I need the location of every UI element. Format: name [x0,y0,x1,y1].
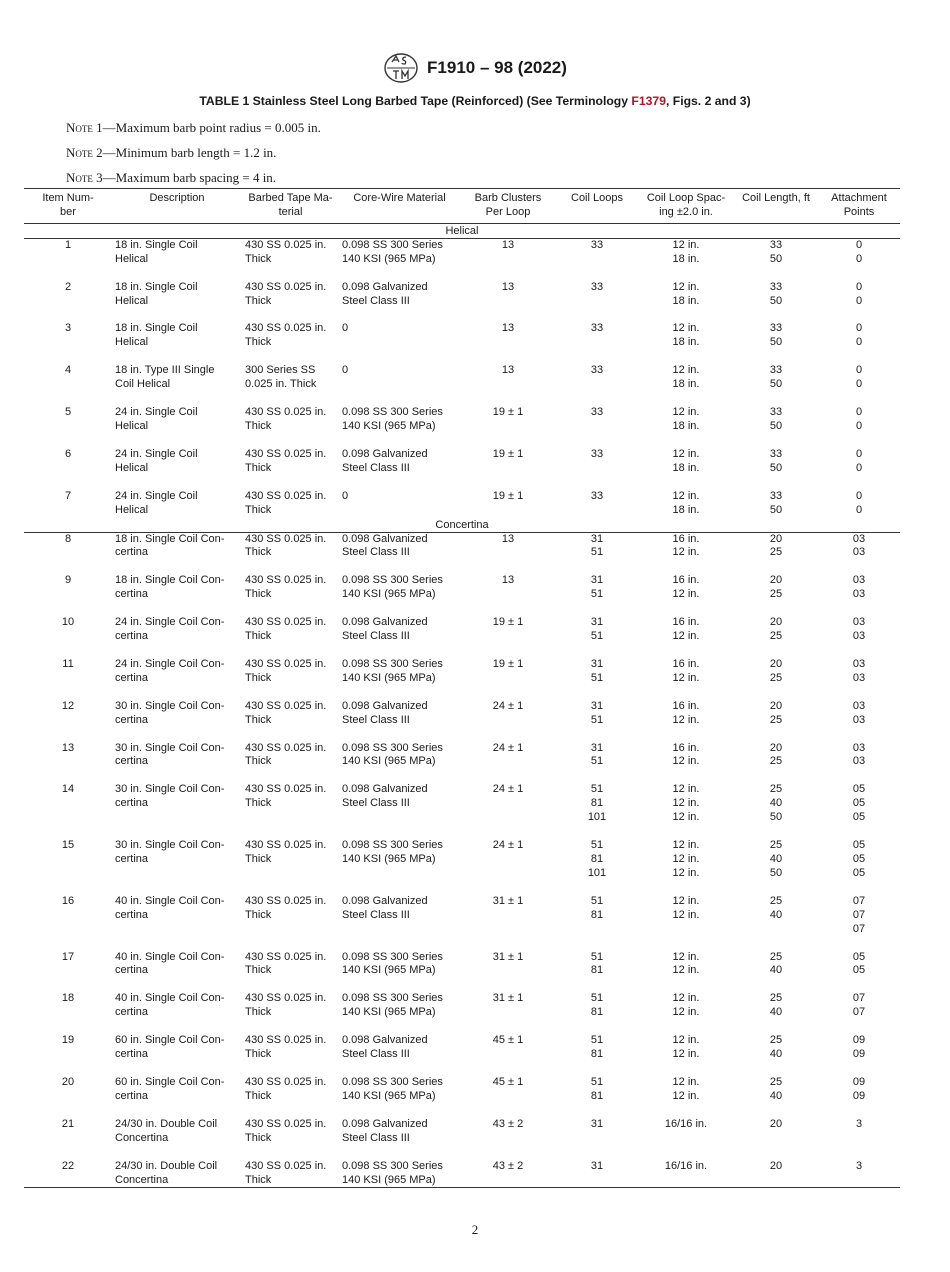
table-title-suffix: , Figs. 2 and 3) [665,94,751,108]
cell-item-number: 2 [64,280,72,293]
cell-coil-loops: 31 51 [590,741,604,768]
cell-coil-loops: 33 [590,489,604,502]
cell-coil-length: 33 50 [769,447,783,474]
col-header-coil-length: Coil Length, ft [742,192,810,204]
cell-coil-loops: 31 51 [590,657,604,684]
cell-item-number: 5 [64,406,72,419]
cell-barb-clusters: 43 ± 2 [492,1159,524,1172]
cell-item-number: 14 [61,783,75,796]
cell-core-material: 0.098 SS 300 Series 140 KSI (965 MPa) [342,741,443,768]
cell-coil-spacing: 12 in. 18 in. [672,364,700,391]
table-row [24,783,900,839]
cell-coil-spacing: 12 in. 18 in. [672,489,700,516]
cell-coil-loops: 51 81 [590,1034,604,1061]
cell-attachment-points: 03 03 [852,699,866,726]
cell-tape-material: 430 SS 0.025 in. Thick [245,532,327,559]
cell-description: 30 in. Single Coil Con- certina [115,741,225,768]
terminology-reference-link[interactable]: F1379 [631,94,666,108]
cell-coil-length: 25 40 50 [769,783,783,824]
cell-attachment-points: 09 09 [852,1034,866,1061]
cell-description: 18 in. Single Coil Helical [115,280,198,307]
cell-coil-spacing: 12 in. 18 in. [672,322,700,349]
cell-description: 60 in. Single Coil Con- certina [115,1034,225,1061]
cell-barb-clusters: 31 ± 1 [492,992,524,1005]
table-row [24,1034,900,1076]
table-row [24,951,900,993]
cell-core-material: 0.098 Galvanized Steel Class III [342,532,428,559]
cell-description: 24 in. Single Coil Con- certina [115,616,225,643]
cell-attachment-points: 0 0 [855,447,863,474]
cell-item-number: 19 [61,1034,75,1047]
cell-description: 30 in. Single Coil Con- certina [115,699,225,726]
cell-coil-spacing: 12 in. 12 in. [672,1075,700,1102]
note-1: Note 1—Maximum barb point radius = 0.005 in. [66,120,321,135]
cell-coil-loops: 31 51 [590,574,604,601]
cell-attachment-points: 0 0 [855,364,863,391]
cell-tape-material: 430 SS 0.025 in. Thick [245,894,327,921]
cell-description: 30 in. Single Coil Con- certina [115,783,225,810]
cell-coil-length: 20 25 [769,574,783,601]
cell-description: 40 in. Single Coil Con- certina [115,992,225,1019]
table-row [24,490,900,518]
col-header-barbed-tape-material: Barbed Tape Ma- terial [248,192,333,218]
cell-coil-length: 20 25 [769,616,783,643]
cell-tape-material: 430 SS 0.025 in. Thick [245,616,327,643]
cell-core-material: 0.098 Galvanized Steel Class III [342,616,428,643]
cell-coil-length: 20 [769,1159,783,1172]
cell-coil-spacing: 16 in. 12 in. [672,699,700,726]
cell-coil-loops: 33 [590,447,604,460]
cell-coil-length: 25 40 [769,992,783,1019]
cell-attachment-points: 0 0 [855,406,863,432]
cell-attachment-points: 0 0 [855,280,863,307]
cell-coil-spacing: 16 in. 12 in. [672,532,700,559]
cell-tape-material: 430 SS 0.025 in. Thick [245,699,327,726]
cell-coil-spacing: 12 in. 18 in. [672,406,700,432]
cell-coil-length: 25 40 [769,894,783,921]
table-row [24,616,900,658]
cell-tape-material: 430 SS 0.025 in. Thick [245,238,327,265]
cell-coil-length: 33 50 [769,280,783,307]
cell-coil-length: 25 40 [769,1034,783,1061]
cell-tape-material: 430 SS 0.025 in. Thick [245,280,327,307]
col-header-core-wire-material: Core-Wire Material [353,192,446,204]
table-row [24,532,900,574]
cell-attachment-points: 07 07 07 [852,894,866,935]
cell-core-material: 0.098 Galvanized Steel Class III [342,1034,428,1061]
cell-item-number: 21 [61,1117,75,1130]
cell-item-number: 6 [64,447,72,460]
cell-description: 24 in. Single Coil Helical [115,447,198,474]
cell-item-number: 12 [61,699,75,712]
cell-attachment-points: 3 [855,1159,863,1172]
cell-coil-length: 33 50 [769,238,783,265]
cell-barb-clusters: 31 ± 1 [492,894,524,907]
cell-item-number: 22 [61,1159,75,1172]
cell-tape-material: 430 SS 0.025 in. Thick [245,1117,327,1144]
cell-coil-length: 25 40 50 [769,839,783,879]
col-header-attachment-points: Attachment Points [831,192,887,218]
cell-coil-loops: 31 51 [590,616,604,643]
cell-coil-spacing: 12 in. 18 in. [672,238,700,265]
cell-coil-spacing: 12 in. 12 in. [672,1034,700,1061]
cell-barb-clusters: 24 ± 1 [492,839,524,852]
section-header-concertina [24,518,900,533]
section-title: Helical [24,223,900,238]
cell-attachment-points: 03 03 [852,574,866,601]
cell-core-material: 0.098 Galvanized Steel Class III [342,699,428,726]
cell-coil-spacing: 16 in. 12 in. [672,657,700,684]
cell-tape-material: 430 SS 0.025 in. Thick [245,1159,327,1186]
table-row [24,658,900,700]
cell-item-number: 20 [61,1075,75,1088]
table-row [24,281,900,323]
cell-coil-loops: 31 [590,1159,604,1172]
cell-description: 18 in. Single Coil Helical [115,238,198,265]
table-row [24,574,900,616]
cell-coil-loops: 33 [590,280,604,293]
cell-barb-clusters: 13 [501,532,515,545]
cell-attachment-points: 0 0 [855,322,863,349]
cell-core-material: 0.098 SS 300 Series 140 KSI (965 MPa) [342,839,443,865]
cell-coil-length: 33 50 [769,364,783,391]
standard-number: F1910 – 98 (2022) [427,58,567,77]
cell-tape-material: 430 SS 0.025 in. Thick [245,950,327,977]
cell-tape-material: 430 SS 0.025 in. Thick [245,574,327,601]
cell-core-material: 0 [342,322,349,335]
cell-attachment-points: 09 09 [852,1075,866,1102]
cell-barb-clusters: 19 ± 1 [492,489,524,502]
table-row [24,742,900,784]
cell-core-material: 0.098 SS 300 Series 140 KSI (965 MPa) [342,950,443,977]
cell-barb-clusters: 45 ± 1 [492,1034,524,1047]
astm-logo-icon [383,52,419,84]
cell-coil-loops: 51 81 [590,894,604,921]
cell-barb-clusters: 13 [501,574,515,587]
table-row [24,448,900,490]
cell-description: 60 in. Single Coil Con- certina [115,1075,225,1102]
cell-item-number: 10 [61,616,75,629]
cell-coil-spacing: 16 in. 12 in. [672,741,700,768]
cell-tape-material: 430 SS 0.025 in. Thick [245,406,327,432]
cell-item-number: 8 [64,532,72,545]
table-row [24,406,900,448]
cell-description: 40 in. Single Coil Con- certina [115,950,225,977]
cell-coil-loops: 51 81 101 [587,783,607,824]
cell-description: 18 in. Single Coil Con- certina [115,532,225,559]
cell-tape-material: 430 SS 0.025 in. Thick [245,489,327,516]
section-header-helical [24,223,900,238]
table-row [24,238,900,280]
cell-core-material: 0 [342,489,349,502]
cell-coil-length: 20 25 [769,741,783,768]
cell-description: 24/30 in. Double Coil Concertina [115,1117,218,1144]
cell-tape-material: 430 SS 0.025 in. Thick [245,741,327,768]
cell-barb-clusters: 24 ± 1 [492,699,524,712]
cell-barb-clusters: 43 ± 2 [492,1117,524,1130]
cell-coil-loops: 31 51 [590,532,604,559]
note-3: Note 3—Maximum barb spacing = 4 in. [66,170,277,185]
cell-coil-spacing: 12 in. 12 in. [672,894,700,921]
cell-coil-length: 33 50 [769,406,783,432]
cell-attachment-points: 03 03 [852,532,866,559]
table-body [24,223,900,1187]
cell-tape-material: 430 SS 0.025 in. Thick [245,657,327,684]
col-header-barb-clusters: Barb Clusters Per Loop [474,192,542,218]
cell-coil-loops: 33 [590,238,604,251]
cell-core-material: 0.098 Galvanized Steel Class III [342,894,428,921]
cell-item-number: 17 [61,950,75,963]
cell-attachment-points: 03 03 [852,616,866,643]
cell-coil-length: 25 40 [769,1075,783,1102]
cell-barb-clusters: 31 ± 1 [492,950,524,963]
cell-coil-loops: 51 81 [590,1075,604,1102]
cell-item-number: 11 [62,657,74,670]
cell-core-material: 0.098 SS 300 Series 140 KSI (965 MPa) [342,406,443,432]
table-header-row [24,189,900,224]
cell-description: 18 in. Type III Single Coil Helical [115,364,215,391]
cell-coil-spacing: 12 in. 12 in. [672,992,700,1019]
table-row [24,1160,900,1188]
barbed-tape-table [24,188,900,1188]
cell-coil-loops: 33 [590,406,604,419]
cell-tape-material: 300 Series SS 0.025 in. Thick [245,364,317,391]
cell-coil-spacing: 16/16 in. [664,1117,708,1130]
cell-tape-material: 430 SS 0.025 in. Thick [245,1075,327,1102]
cell-item-number: 4 [64,364,72,377]
cell-barb-clusters: 19 ± 1 [492,447,524,460]
cell-core-material: 0 [342,364,349,377]
cell-item-number: 16 [61,894,75,907]
cell-coil-loops: 31 [590,1117,604,1130]
table-row [24,700,900,742]
cell-barb-clusters: 13 [501,238,515,251]
cell-coil-spacing: 12 in. 18 in. [672,280,700,307]
cell-barb-clusters: 24 ± 1 [492,741,524,754]
cell-attachment-points: 0 0 [855,238,863,265]
cell-item-number: 18 [61,992,75,1005]
cell-description: 24 in. Single Coil Helical [115,406,198,432]
cell-coil-spacing: 12 in. 18 in. [672,447,700,474]
table-title [24,94,926,108]
page-number: 2 [471,1222,479,1237]
table-row [24,364,900,406]
cell-barb-clusters: 13 [501,364,515,377]
cell-coil-length: 33 50 [769,322,783,349]
cell-coil-spacing: 16 in. 12 in. [672,574,700,601]
cell-coil-loops: 31 51 [590,699,604,726]
cell-core-material: 0.098 SS 300 Series 140 KSI (965 MPa) [342,657,443,684]
cell-tape-material: 430 SS 0.025 in. Thick [245,992,327,1019]
section-title: Concertina [24,518,900,533]
cell-tape-material: 430 SS 0.025 in. Thick [245,1034,327,1061]
cell-item-number: 7 [64,489,72,502]
cell-attachment-points: 3 [855,1117,863,1130]
table-row [24,992,900,1034]
cell-item-number: 1 [64,238,72,251]
cell-coil-length: 20 25 [769,532,783,559]
table-row [24,1118,900,1160]
col-header-description: Description [149,192,205,204]
cell-core-material: 0.098 SS 300 Series 140 KSI (965 MPa) [342,238,443,265]
cell-barb-clusters: 19 ± 1 [492,616,524,629]
col-header-coil-loops: Coil Loops [571,192,623,204]
cell-attachment-points: 07 07 [852,992,866,1019]
page-header [0,52,950,86]
table-row [24,322,900,364]
col-header-coil-loop-spacing: Coil Loop Spac- ing ±2.0 in. [646,192,726,218]
cell-tape-material: 430 SS 0.025 in. Thick [245,322,327,349]
cell-attachment-points: 05 05 05 [852,839,866,879]
cell-attachment-points: 03 03 [852,657,866,684]
cell-description: 40 in. Single Coil Con- certina [115,894,225,921]
cell-coil-spacing: 16/16 in. [664,1159,708,1172]
cell-tape-material: 430 SS 0.025 in. Thick [245,783,327,810]
cell-coil-spacing: 16 in. 12 in. [672,616,700,643]
cell-coil-loops: 33 [590,322,604,335]
cell-tape-material: 430 SS 0.025 in. Thick [245,839,327,865]
cell-coil-loops: 51 81 [590,992,604,1019]
cell-barb-clusters: 19 ± 1 [492,406,524,419]
note-2: Note 2—Minimum barb length = 1.2 in. [66,145,277,160]
cell-attachment-points: 03 03 [852,741,866,768]
table-title-prefix: TABLE 1 Stainless Steel Long Barbed Tape (Reinforced) (See Terminology [199,94,632,108]
cell-description: 18 in. Single Coil Con- certina [115,574,225,601]
cell-item-number: 15 [61,839,75,852]
cell-core-material: 0.098 Galvanized Steel Class III [342,280,428,307]
cell-core-material: 0.098 SS 300 Series 140 KSI (965 MPa) [342,1075,443,1102]
cell-description: 18 in. Single Coil Helical [115,322,198,349]
cell-description: 24/30 in. Double Coil Concertina [115,1159,218,1186]
cell-coil-length: 20 [769,1117,783,1130]
table-row [24,839,900,895]
cell-core-material: 0.098 SS 300 Series 140 KSI (965 MPa) [342,574,443,601]
cell-core-material: 0.098 Galvanized Steel Class III [342,447,428,474]
cell-coil-length: 25 40 [769,950,783,977]
cell-core-material: 0.098 Galvanized Steel Class III [342,783,428,810]
cell-core-material: 0.098 SS 300 Series 140 KSI (965 MPa) [342,1159,443,1186]
cell-item-number: 9 [64,574,72,587]
cell-barb-clusters: 19 ± 1 [492,657,524,670]
table-row [24,895,900,951]
cell-attachment-points: 0 0 [855,489,863,516]
cell-coil-loops: 51 81 101 [587,839,607,879]
cell-barb-clusters: 45 ± 1 [492,1075,524,1088]
cell-coil-spacing: 12 in. 12 in. [672,950,700,977]
cell-barb-clusters: 13 [501,322,515,335]
col-header-item-number: Item Num- ber [42,192,94,218]
cell-description: 30 in. Single Coil Con- certina [115,839,225,865]
cell-item-number: 13 [61,741,75,754]
cell-core-material: 0.098 SS 300 Series 140 KSI (965 MPa) [342,992,443,1019]
table-row [24,1076,900,1118]
cell-coil-loops: 33 [590,364,604,377]
cell-description: 24 in. Single Coil Helical [115,489,198,516]
cell-coil-length: 33 50 [769,489,783,516]
cell-coil-loops: 51 81 [590,950,604,977]
cell-coil-length: 20 25 [769,699,783,726]
cell-barb-clusters: 24 ± 1 [492,783,524,796]
cell-description: 24 in. Single Coil Con- certina [115,657,225,684]
cell-attachment-points: 05 05 05 [852,783,866,824]
cell-tape-material: 430 SS 0.025 in. Thick [245,447,327,474]
cell-attachment-points: 05 05 [852,950,866,977]
cell-coil-spacing: 12 in. 12 in. 12 in. [672,783,700,824]
cell-barb-clusters: 13 [501,280,515,293]
cell-coil-spacing: 12 in. 12 in. 12 in. [672,839,700,879]
cell-core-material: 0.098 Galvanized Steel Class III [342,1117,428,1144]
cell-coil-length: 20 25 [769,657,783,684]
cell-item-number: 3 [64,322,72,335]
